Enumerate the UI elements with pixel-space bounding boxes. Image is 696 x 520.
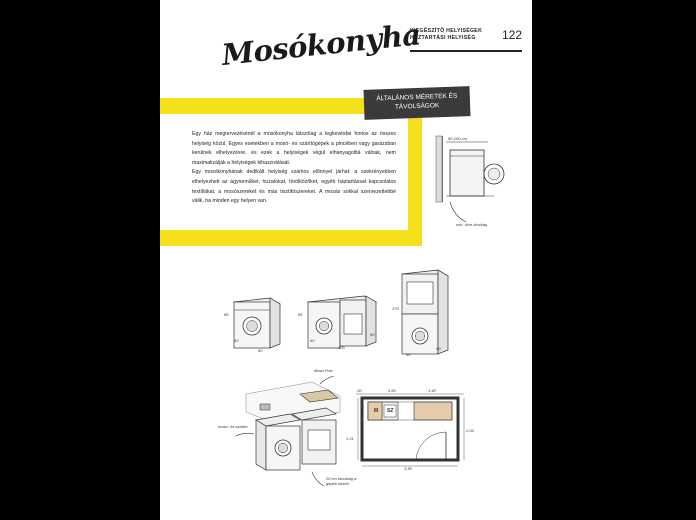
bottom-note: 20 cm távolság a gépek között	[326, 476, 357, 486]
plan-dim-30: ,30	[356, 388, 362, 393]
plan-dim-204: 2,04	[466, 428, 474, 433]
min-distance-note: min. 4cm tlvolság	[456, 222, 487, 227]
dim-60-f: 60	[436, 346, 441, 351]
section-title: KIEGÉSZÍTŐ HELYISÉGEK HÁZTARTÁSI HELYISÉG	[410, 28, 483, 41]
dim-60-a: 60	[234, 338, 239, 343]
top-dimension-label: 90-100 cm	[448, 136, 467, 141]
plan-dim-121: 1,21	[346, 436, 354, 441]
paragraph-1: Egy ház megtervezésénél a mosókonyha látszólag a legkevésbé fontos az összes helyiség közül. Egyes esetekben a mosó- és szárítógépek a pincében vagy garázsban kerülnek elhelyezésre, és ezek a helyiségek végül elhanyagolttá válnak, nem maximalizálják a helyiségek kihasználását.	[192, 131, 396, 166]
plan-dim-160: 1,60	[388, 388, 396, 393]
dim-60-e: 60	[406, 352, 411, 357]
yellow-band-bottom	[160, 230, 422, 246]
book-page	[160, 0, 532, 520]
dim-85-b: 85	[298, 312, 303, 317]
plan-label-sz: SZ	[387, 408, 394, 414]
side-elevation-sketch	[436, 132, 516, 232]
left-note: mosó- és szárító	[218, 424, 248, 429]
page-number: 122	[501, 28, 522, 42]
plan-dim-140: 1,40	[428, 388, 436, 393]
plan-dim-350: 3,50	[404, 466, 412, 471]
dim-60-b: 60	[258, 348, 263, 353]
dim-60-d: 60	[370, 332, 375, 337]
yellow-band-right	[408, 118, 422, 246]
page-title: Mosókonyha	[220, 17, 423, 72]
dim-60-c: 60	[310, 338, 315, 343]
dim-85-a: 85	[224, 312, 229, 317]
running-header	[410, 26, 522, 52]
body-text	[192, 130, 396, 207]
stacked-sketch	[398, 264, 458, 360]
dim-170: 170	[392, 306, 399, 311]
single-washer-sketch	[230, 290, 290, 356]
floor-plan-sketch	[356, 392, 472, 472]
side-by-side-sketch	[304, 290, 388, 356]
plan-label-m: M	[374, 408, 379, 414]
paragraph-2: Egy mosókonyhának dedikált helyiség számos előnnyel járhat: a szekrényekben elhelyezheti az ágyneműket, huzatokat, törölközőket, egyéb háztartással kapcsolatos textíliákat, a mosószereket és más tisztítószereket. A mosás sokkal szervezettebbé válik, ha minden egy helyen van.	[192, 169, 396, 205]
shelf-note: Mosó Polc	[314, 368, 333, 373]
yellow-band-top	[160, 98, 376, 114]
section-tag: ÁLTALÁNOS MÉRETEK ÉS TÁVOLSÁGOK	[364, 86, 471, 120]
dim-120: 120	[338, 345, 345, 350]
